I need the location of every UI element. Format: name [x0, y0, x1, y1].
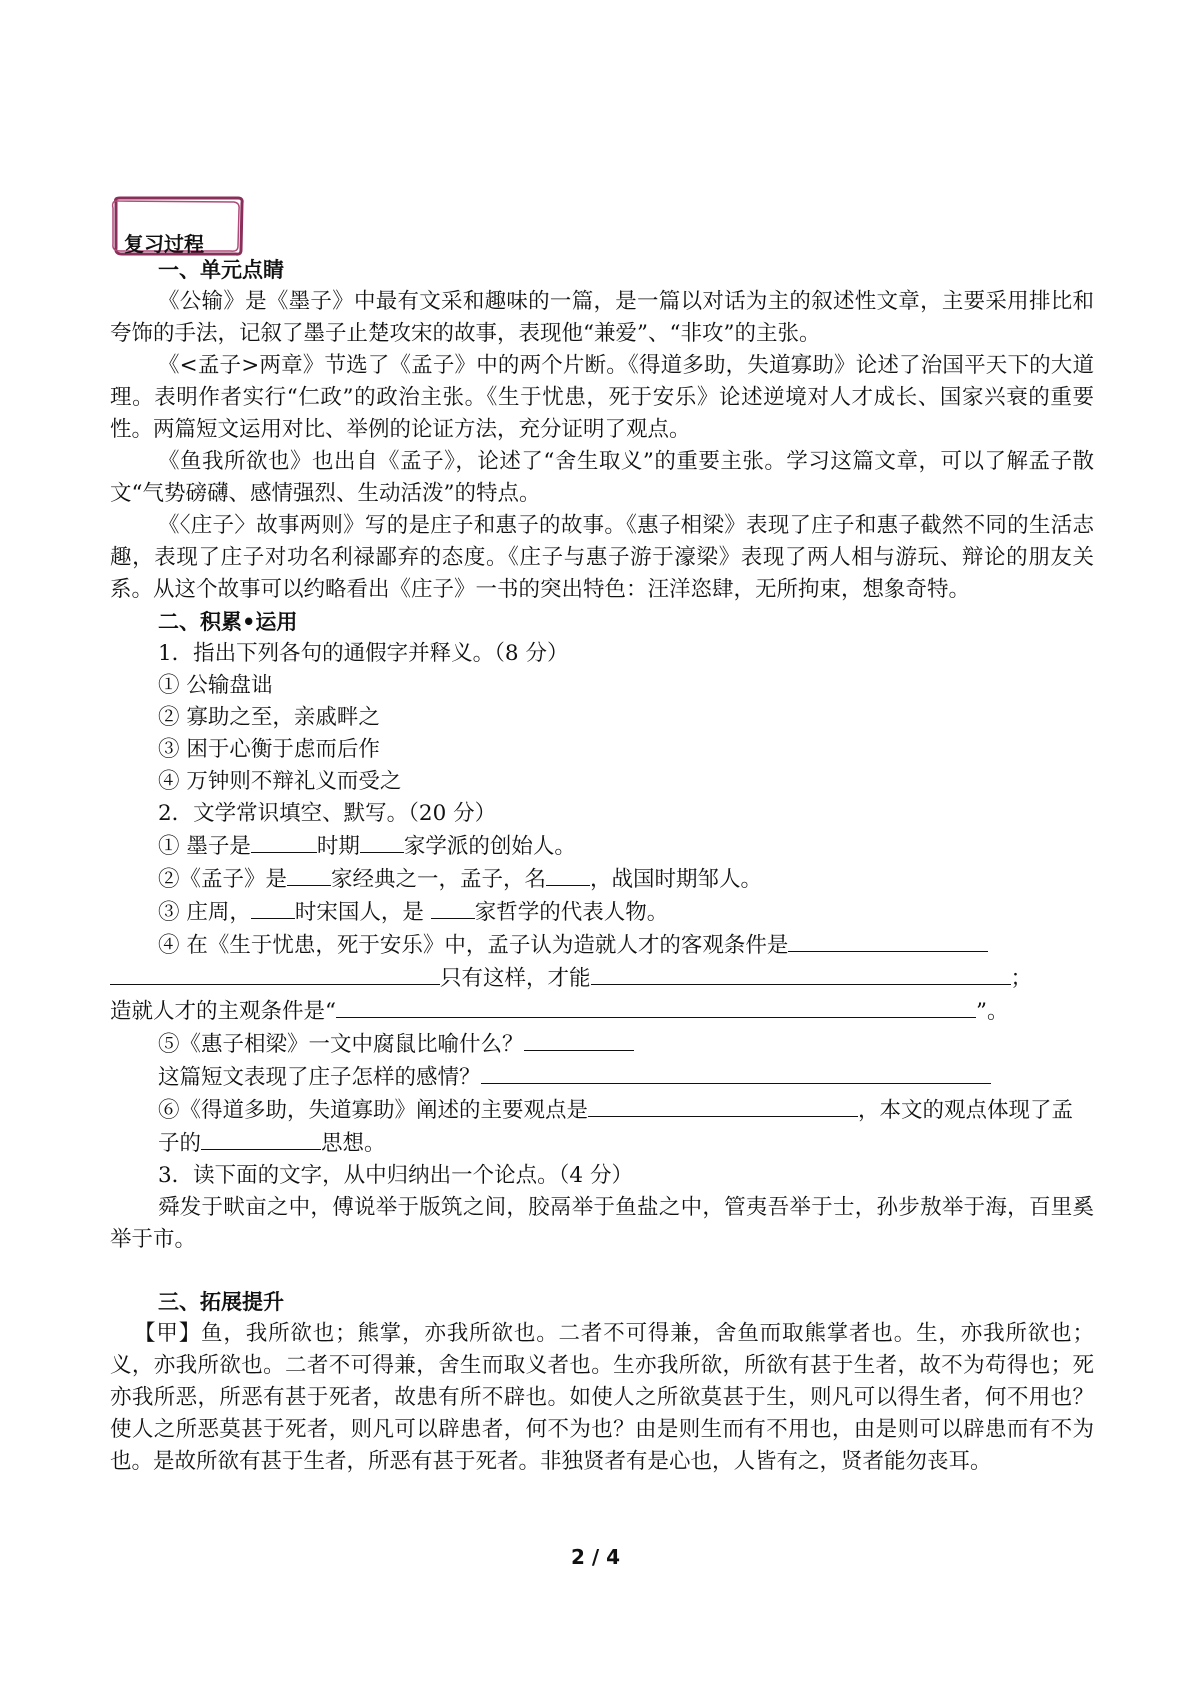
question-3-title: 3．读下面的文字，从中归纳出一个论点。（4 分） — [158, 1163, 633, 1188]
text-segment: ① 墨子是 — [158, 834, 251, 859]
reading-passage: 【甲】鱼，我所欲也；熊掌，亦我所欲也。二者不可得兼，舍鱼而取熊掌者也。生，亦我所欲也；义，亦我所欲也。二者不可得兼，舍生而取义者也。生亦我所欲，所欲有甚于生者，故不为苟得也；死亦我所恶，所恶有甚于死者，故患有所不辟也。如使人之所欲莫甚于生，则凡可以得生者，何不用也？使人之所恶莫甚于死者，则凡可以辟患者，何不为也？由是则生而有不用也，由是则可以辟患而有不为也。是故所欲有甚于生者，所恶有甚于死者。非独贤者有是心也，人皆有之，贤者能勿丧耳。 — [110, 1321, 1094, 1474]
page-number: 2 / 4 — [570, 1545, 621, 1569]
paragraph: 《鱼我所欲也》也出自《孟子》，论述了“舍生取义”的重要主张。学习这篇文章，可以了解孟子散文“气势磅礴、感情强烈、生动活泼”的特点。 — [110, 449, 1094, 506]
question-2-item-3 — [110, 896, 1094, 929]
document-body — [110, 254, 1094, 1478]
section-heading-2: 二、积累•运用 — [158, 610, 298, 634]
question-2-item-2 — [110, 863, 1094, 896]
question-2-item-4-cont — [110, 995, 1094, 1028]
question-1-item: ③ 困于心衡于虑而后作 — [158, 737, 380, 762]
answer-blank[interactable] — [110, 962, 440, 985]
answer-blank[interactable] — [251, 830, 317, 853]
section-badge-label: 复习过程 — [124, 232, 204, 256]
text-segment: 思想。 — [321, 1131, 386, 1156]
answer-blank[interactable] — [360, 830, 404, 853]
text-segment: 时期 — [316, 834, 360, 859]
text-segment: ”。 — [976, 999, 1009, 1024]
answer-blank[interactable] — [481, 1061, 991, 1084]
question-2-title: 2．文学常识填空、默写。（20 分） — [158, 801, 497, 826]
answer-blank[interactable] — [336, 995, 976, 1018]
question-3-text: 舜发于畎亩之中，傅说举于版筑之间，胶鬲举于鱼盐之中，管夷吾举于士，孙步敖举于海，百里奚举于市。 — [110, 1195, 1094, 1252]
section-heading-1: 一、单元点睛 — [158, 258, 284, 282]
question-1-item: ② 寡助之至，亲戚畔之 — [158, 705, 380, 730]
question-2-item-1 — [110, 830, 1094, 863]
answer-blank[interactable] — [588, 1094, 858, 1117]
paragraph: 《<孟子>两章》节选了《孟子》中的两个片断。《得道多助，失道寡助》论述了治国平天下的大道理。表明作者实行“仁政”的政治主张。《生于忧患，死于安乐》论述逆境对人才成长、国家兴衰的重要性。两篇短文运用对比、举例的论证方法，充分证明了观点。 — [110, 353, 1094, 442]
text-segment: 造就人才的主观条件是“ — [110, 999, 336, 1024]
question-2-item-4 — [110, 929, 1094, 962]
text-segment: 家哲学的代表人物。 — [474, 900, 669, 925]
answer-blank[interactable] — [201, 1127, 321, 1150]
text-segment: ③ 庄周， — [158, 900, 251, 925]
answer-blank[interactable] — [287, 863, 331, 886]
text-segment: ⑥《得道多助，失道寡助》阐述的主要观点是 — [158, 1098, 589, 1123]
text-segment: 家经典之一，孟子，名 — [331, 867, 547, 892]
answer-blank[interactable] — [251, 896, 295, 919]
question-1-title: 1．指出下列各句的通假字并释义。（8 分） — [158, 641, 569, 666]
answer-blank[interactable] — [524, 1028, 634, 1051]
text-segment: ⑤《惠子相梁》一文中腐鼠比喻什么？ — [158, 1032, 524, 1057]
text-segment: 时宋国人，是 — [294, 900, 431, 925]
answer-blank[interactable] — [788, 929, 988, 952]
text-segment: 这篇短文表现了庄子怎样的感情？ — [158, 1065, 481, 1090]
answer-blank[interactable] — [591, 962, 1011, 985]
answer-blank[interactable] — [546, 863, 590, 886]
text-segment: ④ 在《生于忧患，死于安乐》中，孟子认为造就人才的客观条件是 — [158, 933, 789, 958]
section-heading-3: 三、拓展提升 — [158, 1290, 284, 1314]
text-segment: ； — [1010, 966, 1033, 991]
question-1-item: ① 公输盘诎 — [158, 673, 273, 698]
question-1-item: ④ 万钟则不辩礼义而受之 — [158, 769, 402, 794]
paragraph: 《〈庄子〉故事两则》写的是庄子和惠子的故事。《惠子相梁》表现了庄子和惠子截然不同的生活志趣，表现了庄子对功名利禄鄙弃的态度。《庄子与惠子游于濠梁》表现了两人相与游玩、辩论的朋友关系。从这个故事可以约略看出《庄子》一书的突出特色：汪洋恣肆，无所拘束，想象奇特。 — [110, 513, 1094, 602]
paragraph: 《公输》是《墨子》中最有文采和趣味的一篇，是一篇以对话为主的叙述性文章，主要采用排比和夸饰的手法，记叙了墨子止楚攻宋的故事，表现他“兼爱”、“非攻”的主张。 — [110, 289, 1094, 346]
text-segment: ，本文的观点体现了孟子的 — [158, 1098, 1074, 1156]
text-segment: ②《孟子》是 — [158, 867, 288, 892]
question-2-item-6 — [110, 1094, 1094, 1160]
text-segment: 家学派的创始人。 — [403, 834, 576, 859]
text-segment: 只有这样，才能 — [440, 966, 591, 991]
text-segment: ，战国时期邹人。 — [590, 867, 763, 892]
question-2-item-5-cont — [110, 1061, 1094, 1094]
answer-blank[interactable] — [431, 896, 475, 919]
question-2-item-5 — [110, 1028, 1094, 1061]
question-2-item-4-cont — [110, 962, 1094, 995]
